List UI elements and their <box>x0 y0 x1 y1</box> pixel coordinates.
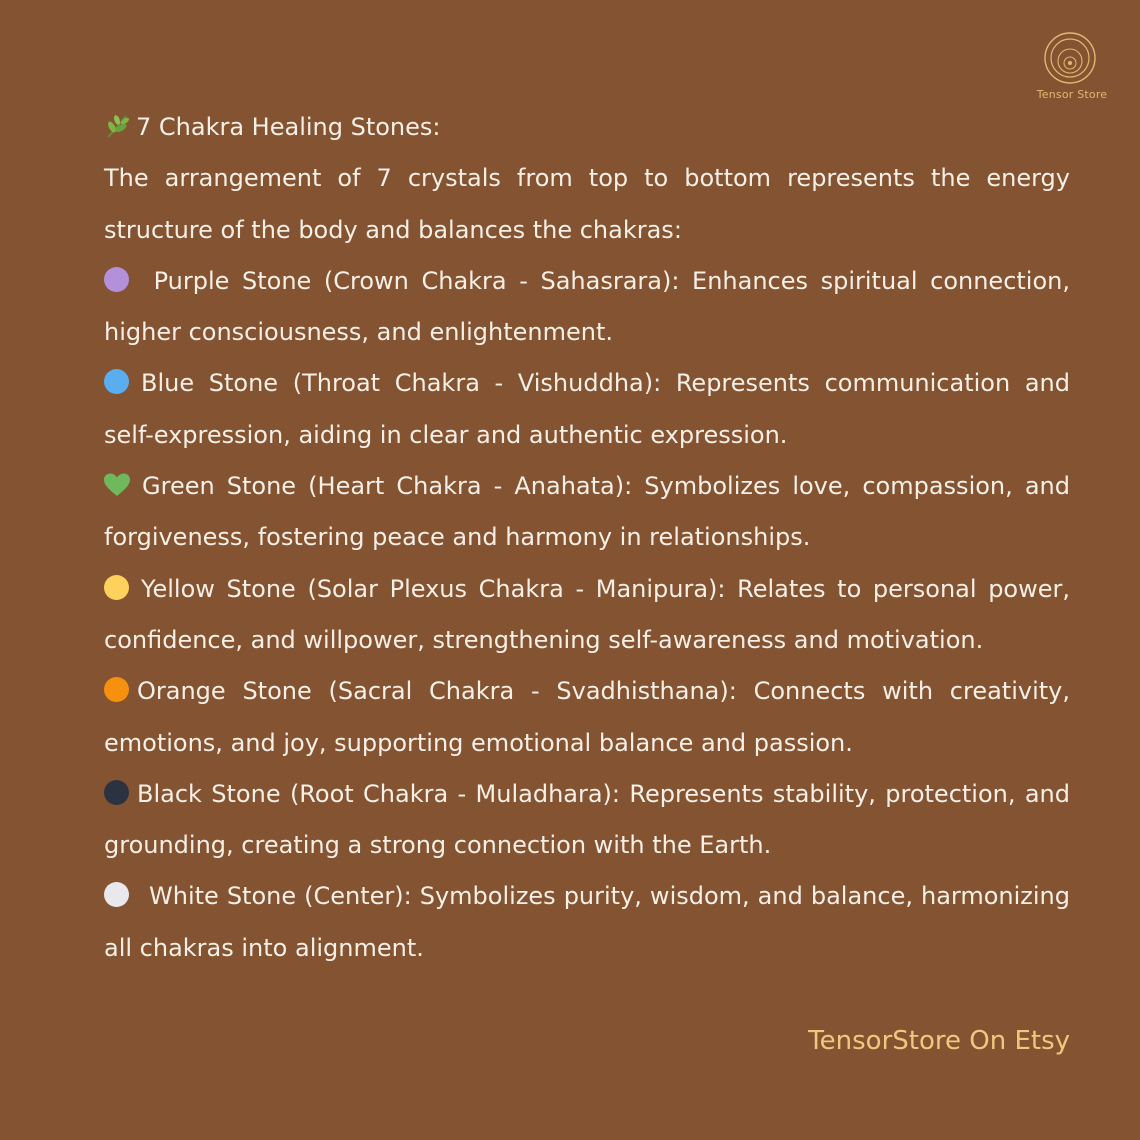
chakra-stones-text <box>104 102 1070 974</box>
brand-logo <box>1024 30 1120 106</box>
list-item-yellow <box>104 564 1070 667</box>
orange-circle-icon <box>104 677 129 702</box>
list-item-black <box>104 769 1070 872</box>
section-title <box>104 102 1070 153</box>
white-circle-icon <box>104 882 129 907</box>
list-item-text: Orange Stone (Sacral Chakra - Svadhisthana): Connects with creativity, emotions, and joy, supporting emotional balance and passion. <box>104 677 1070 757</box>
logo-mandala-icon <box>1040 30 1104 88</box>
list-item-white <box>104 871 1070 974</box>
list-item-purple <box>104 256 1070 359</box>
list-item-blue <box>104 358 1070 461</box>
list-item-text: Green Stone (Heart Chakra - Anahata): Symbolizes love, compassion, and forgiveness, fostering peace and harmony in relationships. <box>104 472 1070 552</box>
list-item-text: Black Stone (Root Chakra - Muladhara): Represents stability, protection, and grounding, creating a strong connection with the Earth. <box>104 779 1070 860</box>
section-title-text: 7 Chakra Healing Stones: <box>136 113 441 141</box>
etsy-store-credit: TensorStore On Etsy <box>808 1026 1070 1056</box>
green-heart-icon <box>104 473 130 497</box>
logo-text: Tensor Store <box>1036 88 1108 101</box>
yellow-circle-icon <box>104 575 129 600</box>
black-circle-icon <box>104 780 129 805</box>
intro-text: The arrangement of 7 crystals from top to bottom represents the energy structure of the body and balances the chakras: <box>104 164 1070 244</box>
herb-icon <box>104 113 130 139</box>
purple-circle-icon <box>104 267 129 292</box>
list-item-green <box>104 461 1070 564</box>
list-item-text: Blue Stone (Throat Chakra - Vishuddha): Represents communication and self-expression, aiding in clear and authentic expression. <box>104 369 1070 449</box>
blue-circle-icon <box>104 369 129 394</box>
list-item-text: Yellow Stone (Solar Plexus Chakra - Manipura): Relates to personal power, confidence, and willpower, strengthening self-awareness and motivation. <box>104 574 1070 654</box>
list-item-orange <box>104 666 1070 769</box>
list-item-text: Purple Stone (Crown Chakra - Sahasrara): Enhances spiritual connection, higher consciousness, and enlightenment. <box>104 266 1070 347</box>
list-item-text: White Stone (Center): Symbolizes purity, wisdom, and balance, harmonizing all chakras into alignment. <box>104 882 1070 962</box>
